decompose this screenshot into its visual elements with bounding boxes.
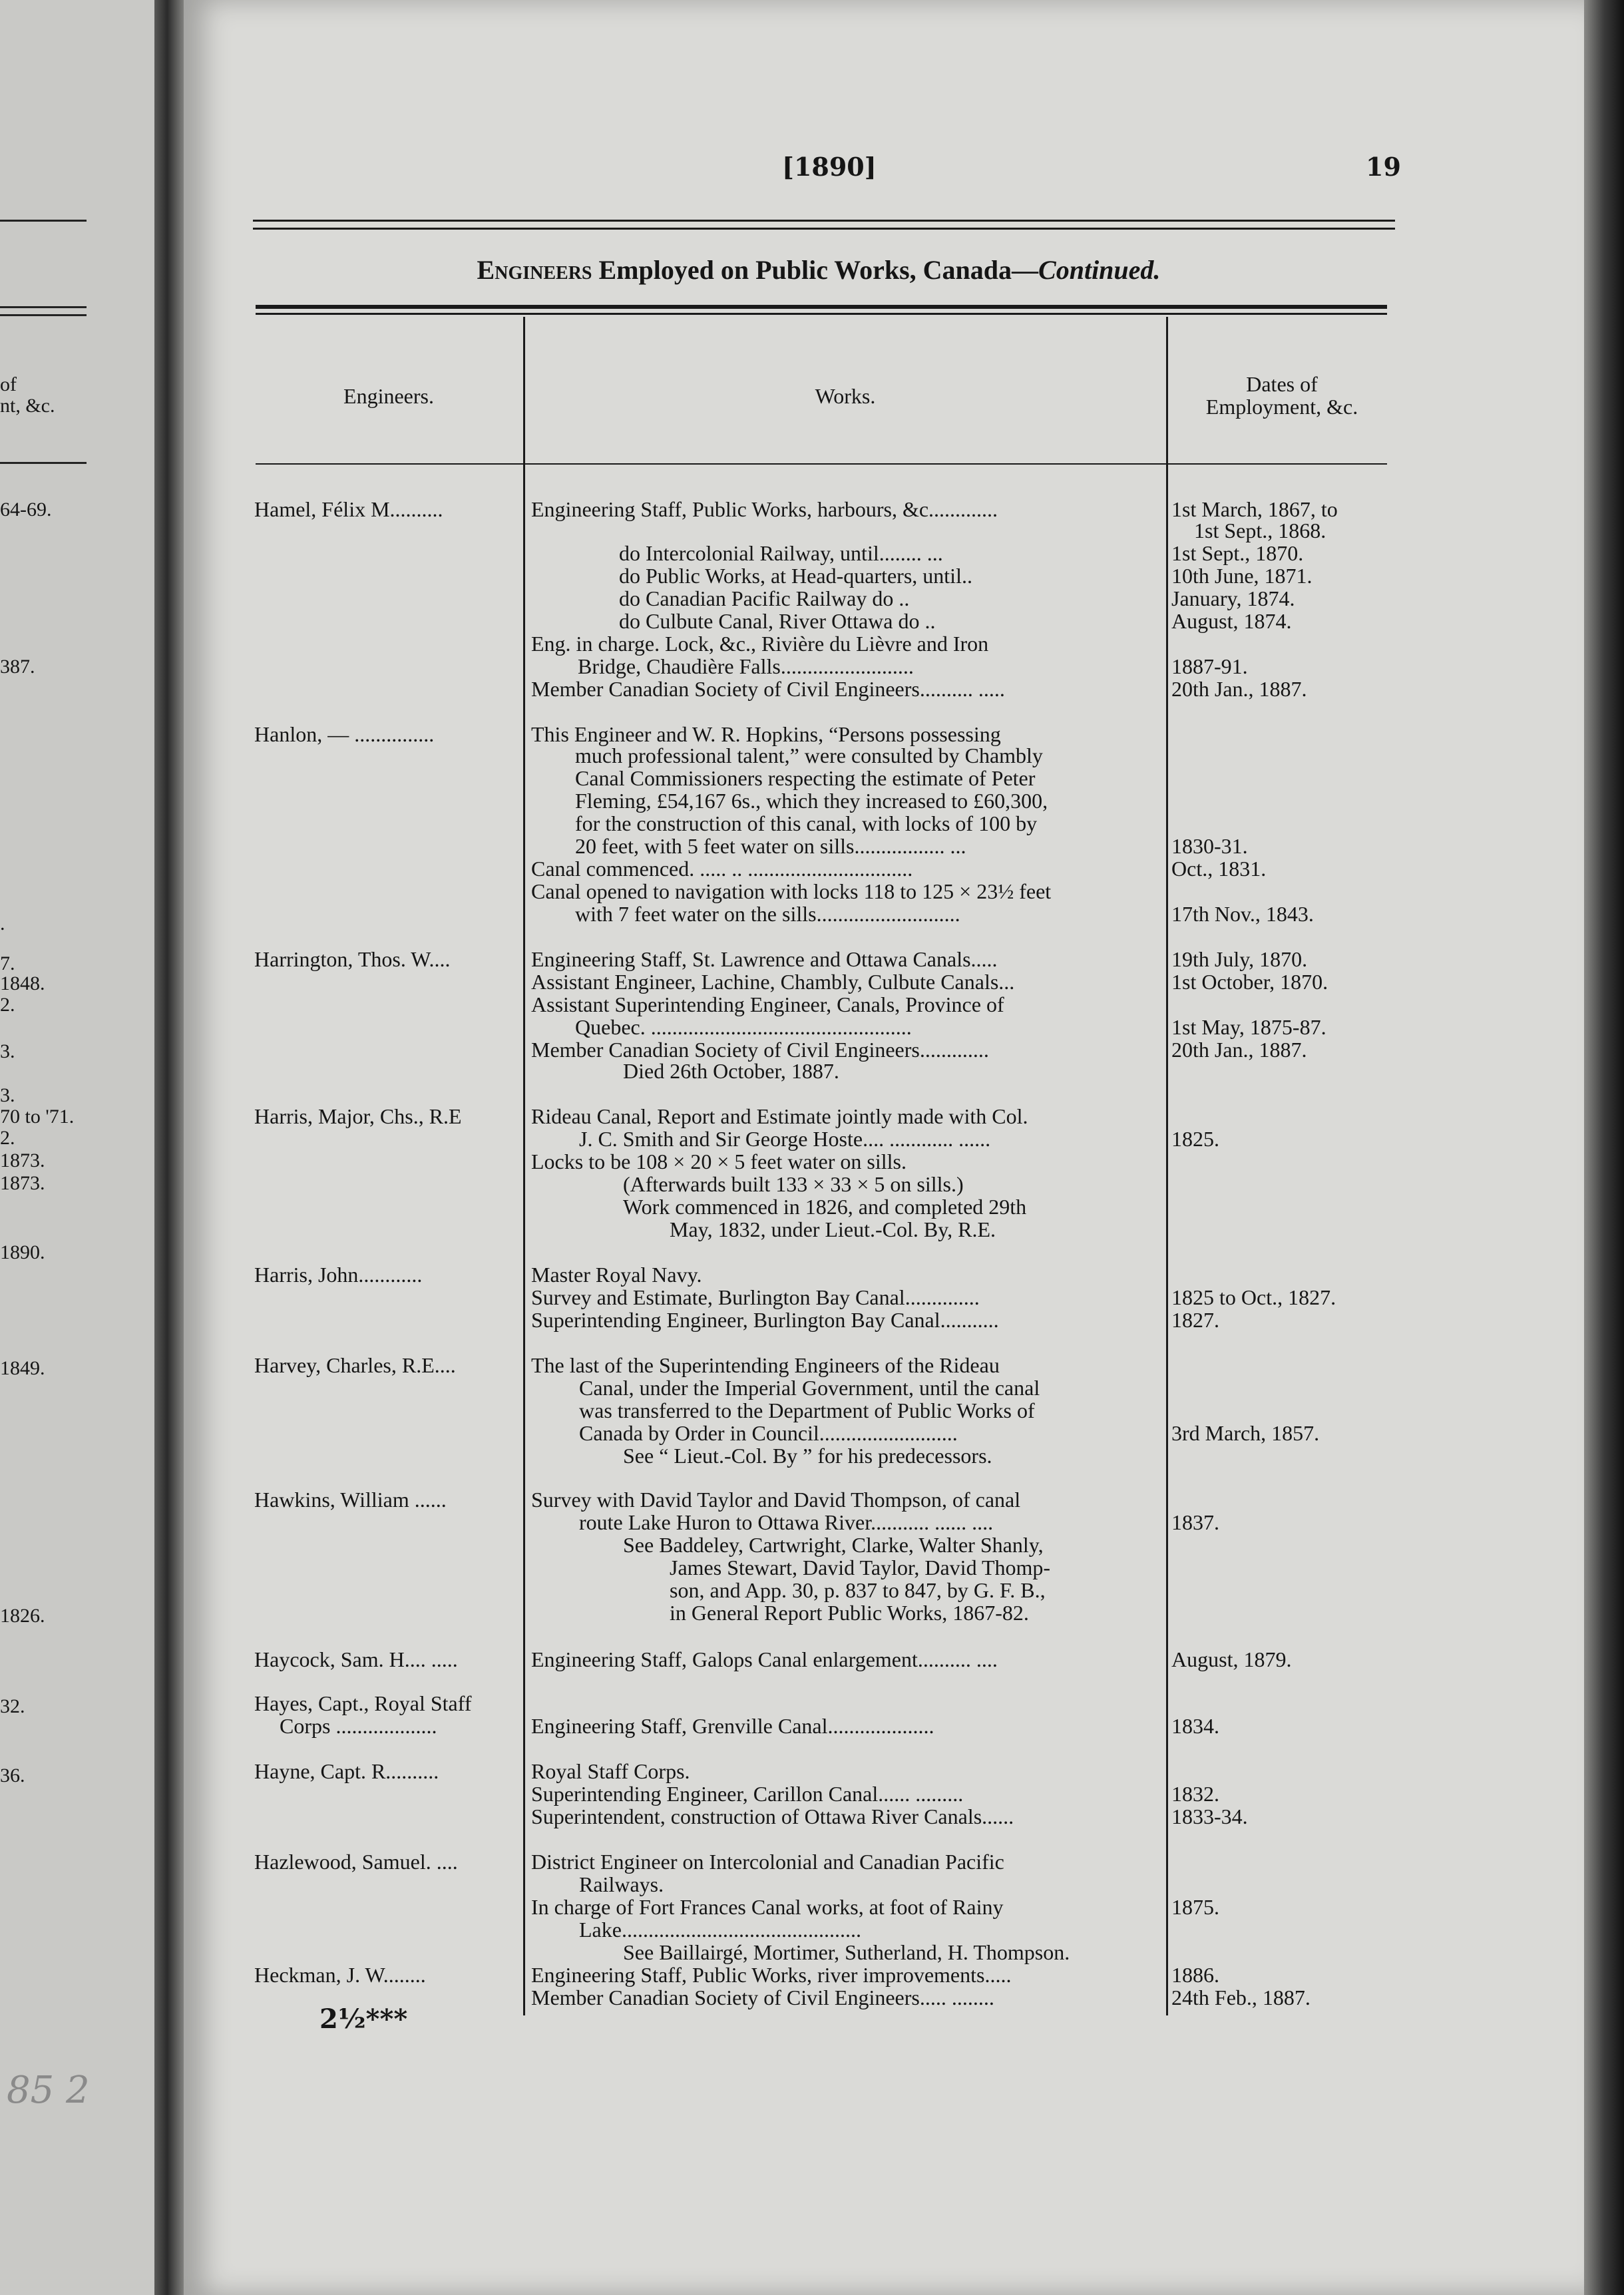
works-line: In charge of Fort Frances Canal works, at foot of Rainy [531, 1895, 1004, 1919]
date-entry: 1st Sept., 1870. [1171, 541, 1304, 565]
works-line: The last of the Superintending Engineers of the Rideau [531, 1353, 1000, 1377]
column-header-rule [256, 463, 1387, 465]
works-line: See Baillairgé, Mortimer, Sutherland, H. Thompson. [623, 1940, 1070, 1964]
title-main: Employed on Public Works, Canada— [592, 255, 1039, 285]
date-entry: 1827. [1171, 1308, 1219, 1332]
date-entry: January, 1874. [1171, 586, 1295, 610]
works-line: (Afterwards built 133 × 33 × 5 on sills.) [623, 1172, 964, 1196]
left-fragment: 1873. [0, 1149, 45, 1171]
works-line: See Baddeley, Cartwright, Clarke, Walter Shanly, [623, 1533, 1044, 1557]
works-line: Member Canadian Society of Civil Engineers............. [531, 1038, 989, 1062]
works-line: Died 26th October, 1887. [623, 1059, 839, 1083]
works-line: route Lake Huron to Ottawa River........... ...... .... [579, 1510, 994, 1534]
date-entry: August, 1874. [1171, 609, 1292, 633]
works-line: Assistant Engineer, Lachine, Chambly, Culbute Canals... [531, 970, 1015, 994]
date-entry: 1830-31. [1171, 834, 1248, 858]
left-fragment: 3. [0, 1084, 15, 1106]
date-entry: 1825 to Oct., 1827. [1171, 1285, 1336, 1309]
column-header-dates-line: Employment, &c. [1205, 395, 1358, 419]
works-line: Engineering Staff, Public Works, river improvements..... [531, 1963, 1012, 1987]
engineer-name: Harvey, Charles, R.E.... [254, 1353, 456, 1377]
works-line: May, 1832, under Lieut.-Col. By, R.E. [670, 1217, 996, 1241]
engineer-name: Hawkins, William ...... [254, 1488, 447, 1512]
works-line: Work commenced in 1826, and completed 29th [623, 1195, 1027, 1219]
engineer-name: Hazlewood, Samuel. .... [254, 1850, 458, 1874]
left-fragment: . [0, 913, 5, 935]
engineer-name: Harris, Major, Chs., R.E [254, 1104, 462, 1128]
title-rule [256, 313, 1387, 315]
page-number: 19 [1366, 152, 1401, 182]
works-line: son, and App. 30, p. 837 to 847, by G. F. B., [670, 1578, 1046, 1602]
date-entry: 1st October, 1870. [1171, 970, 1328, 994]
left-page-rule [0, 314, 87, 316]
works-line: James Stewart, David Taylor, David Thomp- [670, 1556, 1051, 1579]
header-rule [253, 220, 1395, 222]
title-small-caps: Engineers [477, 255, 592, 285]
works-line: See “ Lieut.-Col. By ” for his predecessors. [623, 1444, 992, 1468]
works-line: Superintending Engineer, Burlington Bay Canal........... [531, 1308, 999, 1332]
works-line: Superintendent, construction of Ottawa River Canals...... [531, 1804, 1014, 1828]
left-fragment: 387. [0, 656, 35, 678]
pencil-annotation: 85 2 [7, 2069, 90, 2112]
left-fragment: 3. [0, 1040, 15, 1062]
works-line: with 7 feet water on the sills........................... [575, 902, 960, 926]
title-rule [256, 305, 1387, 309]
works-line: Rideau Canal, Report and Estimate jointly made with Col. [531, 1104, 1028, 1128]
left-page-rule [0, 462, 87, 464]
works-line: Fleming, £54,167 6s., which they increased to £60,300, [575, 789, 1048, 813]
engineer-name: Haycock, Sam. H.... ..... [254, 1647, 458, 1671]
works-line: Canal Commissioners respecting the estimate of Peter [575, 766, 1036, 790]
works-line: Engineering Staff, Public Works, harbours, &c............. [531, 497, 998, 521]
engineer-name: Harrington, Thos. W.... [254, 947, 451, 971]
page-title [0, 254, 1624, 286]
works-line: Canal opened to navigation with locks 118 to 125 × 23½ feet [531, 879, 1052, 903]
works-line: do Public Works, at Head-quarters, until.. [619, 564, 972, 588]
date-entry: 1st Sept., 1868. [1194, 519, 1326, 542]
engineer-name: Harris, John............ [254, 1263, 423, 1287]
date-entry: 19th July, 1870. [1171, 947, 1308, 971]
left-fragment: of [0, 373, 17, 395]
engineer-name: Heckman, J. W........ [254, 1963, 426, 1987]
date-entry: 20th Jan., 1887. [1171, 1038, 1307, 1062]
works-line: Superintending Engineer, Carillon Canal...... ......... [531, 1782, 964, 1806]
works-line: Assistant Superintending Engineer, Canals, Province of [531, 992, 1004, 1016]
date-entry: 1833-34. [1171, 1804, 1248, 1828]
works-line: Railways. [579, 1872, 664, 1896]
column-header-works: Works. [815, 384, 876, 408]
engineer-name: Hayne, Capt. R.......... [254, 1759, 439, 1783]
printer-signature: 2½*** [319, 2003, 408, 2035]
left-fragment: 1849. [0, 1357, 45, 1379]
date-entry: 1837. [1171, 1510, 1219, 1534]
left-page-rule [0, 306, 87, 308]
year-header: [1890] [782, 152, 877, 182]
works-line: much professional talent,” were consulted by Chambly [575, 743, 1043, 767]
left-fragment: nt, &c. [0, 395, 55, 417]
engineer-name: Hayes, Capt., Royal Staff [254, 1691, 472, 1715]
left-fragment: 32. [0, 1695, 25, 1717]
works-line: in General Report Public Works, 1867-82. [670, 1601, 1029, 1625]
works-line: do Culbute Canal, River Ottawa do .. [619, 609, 936, 633]
works-line: do Intercolonial Railway, until........ ... [619, 541, 943, 565]
left-fragment: 2. [0, 994, 15, 1016]
date-entry: 20th Jan., 1887. [1171, 677, 1307, 701]
works-line: District Engineer on Intercolonial and Canadian Pacific [531, 1850, 1004, 1874]
works-line: Royal Staff Corps. [531, 1759, 690, 1783]
column-divider [523, 317, 525, 2015]
left-fragment: 1826. [0, 1605, 45, 1627]
page-edge [1584, 0, 1624, 2295]
engineer-name: Hamel, Félix M.......... [254, 497, 443, 521]
book-gutter [154, 0, 186, 2295]
date-entry: 3rd March, 1857. [1171, 1421, 1320, 1445]
works-line: Engineering Staff, Grenville Canal.................... [531, 1714, 934, 1738]
works-line: Master Royal Navy. [531, 1263, 702, 1287]
date-entry: 1st March, 1867, to [1171, 497, 1338, 521]
left-fragment: 1890. [0, 1241, 45, 1263]
date-entry: Oct., 1831. [1171, 857, 1267, 881]
works-line: Lake............................................. [579, 1918, 861, 1942]
left-fragment: 2. [0, 1127, 15, 1149]
engineer-name-continued: Corps ................... [280, 1714, 437, 1738]
works-line: was transferred to the Department of Public Works of [579, 1398, 1035, 1422]
engineer-name: Hanlon, — ............... [254, 722, 435, 746]
left-fragment: 36. [0, 1765, 25, 1786]
works-line: 20 feet, with 5 feet water on sills................. ... [575, 834, 966, 858]
title-italic: Continued. [1038, 255, 1161, 285]
left-fragment: 64-69. [0, 499, 52, 521]
date-entry: 10th June, 1871. [1171, 564, 1313, 588]
left-page-rule [0, 220, 87, 222]
works-line: J. C. Smith and Sir George Hoste.... ............ ...... [579, 1127, 991, 1151]
date-entry: 1st May, 1875-87. [1171, 1015, 1326, 1039]
date-entry: 17th Nov., 1843. [1171, 902, 1314, 926]
date-entry: 1887-91. [1171, 654, 1248, 678]
date-entry: 24th Feb., 1887. [1171, 1985, 1311, 2009]
date-entry: 1886. [1171, 1963, 1219, 1987]
works-line: do Canadian Pacific Railway do .. [619, 586, 910, 610]
works-line: Canada by Order in Council.......................... [579, 1421, 958, 1445]
works-line: Engineering Staff, St. Lawrence and Ottawa Canals..... [531, 947, 998, 971]
works-line: Survey with David Taylor and David Thompson, of canal [531, 1488, 1021, 1512]
left-fragment: 70 to '71. [0, 1106, 75, 1128]
works-line: Engineering Staff, Galops Canal enlargement.......... .... [531, 1647, 998, 1671]
date-entry: 1834. [1171, 1714, 1219, 1738]
column-divider [1166, 317, 1168, 2015]
column-header-dates-line: Dates of [1246, 372, 1318, 396]
works-line: Survey and Estimate, Burlington Bay Canal.............. [531, 1285, 980, 1309]
works-line: Canal commenced. ..... .. ............................... [531, 857, 913, 881]
left-page-fragment [0, 0, 154, 2295]
works-line: Bridge, Chaudière Falls......................... [578, 654, 914, 678]
works-line: Member Canadian Society of Civil Engineers.......... ..... [531, 677, 1005, 701]
date-entry: August, 1879. [1171, 1647, 1292, 1671]
header-rule [253, 228, 1395, 230]
works-line: Canal, under the Imperial Government, until the canal [579, 1376, 1040, 1400]
column-header-engineers: Engineers. [343, 384, 434, 408]
date-entry: 1832. [1171, 1782, 1219, 1806]
works-line: for the construction of this canal, with locks of 100 by [575, 811, 1038, 835]
date-entry: 1825. [1171, 1127, 1219, 1151]
left-fragment: 1873. [0, 1172, 45, 1194]
works-line: Quebec. ................................................. [575, 1015, 912, 1039]
left-fragment: 1848. [0, 972, 45, 994]
works-line: Member Canadian Society of Civil Engineers..... ........ [531, 1985, 994, 2009]
works-line: Eng. in charge. Lock, &c., Rivière du Lièvre and Iron [531, 632, 989, 656]
left-fragment: 7. [0, 952, 15, 974]
works-line: Locks to be 108 × 20 × 5 feet water on sills. [531, 1149, 907, 1173]
works-line: This Engineer and W. R. Hopkins, “Persons possessing [531, 722, 1001, 746]
date-entry: 1875. [1171, 1895, 1219, 1919]
column-header-dates [1169, 373, 1395, 418]
